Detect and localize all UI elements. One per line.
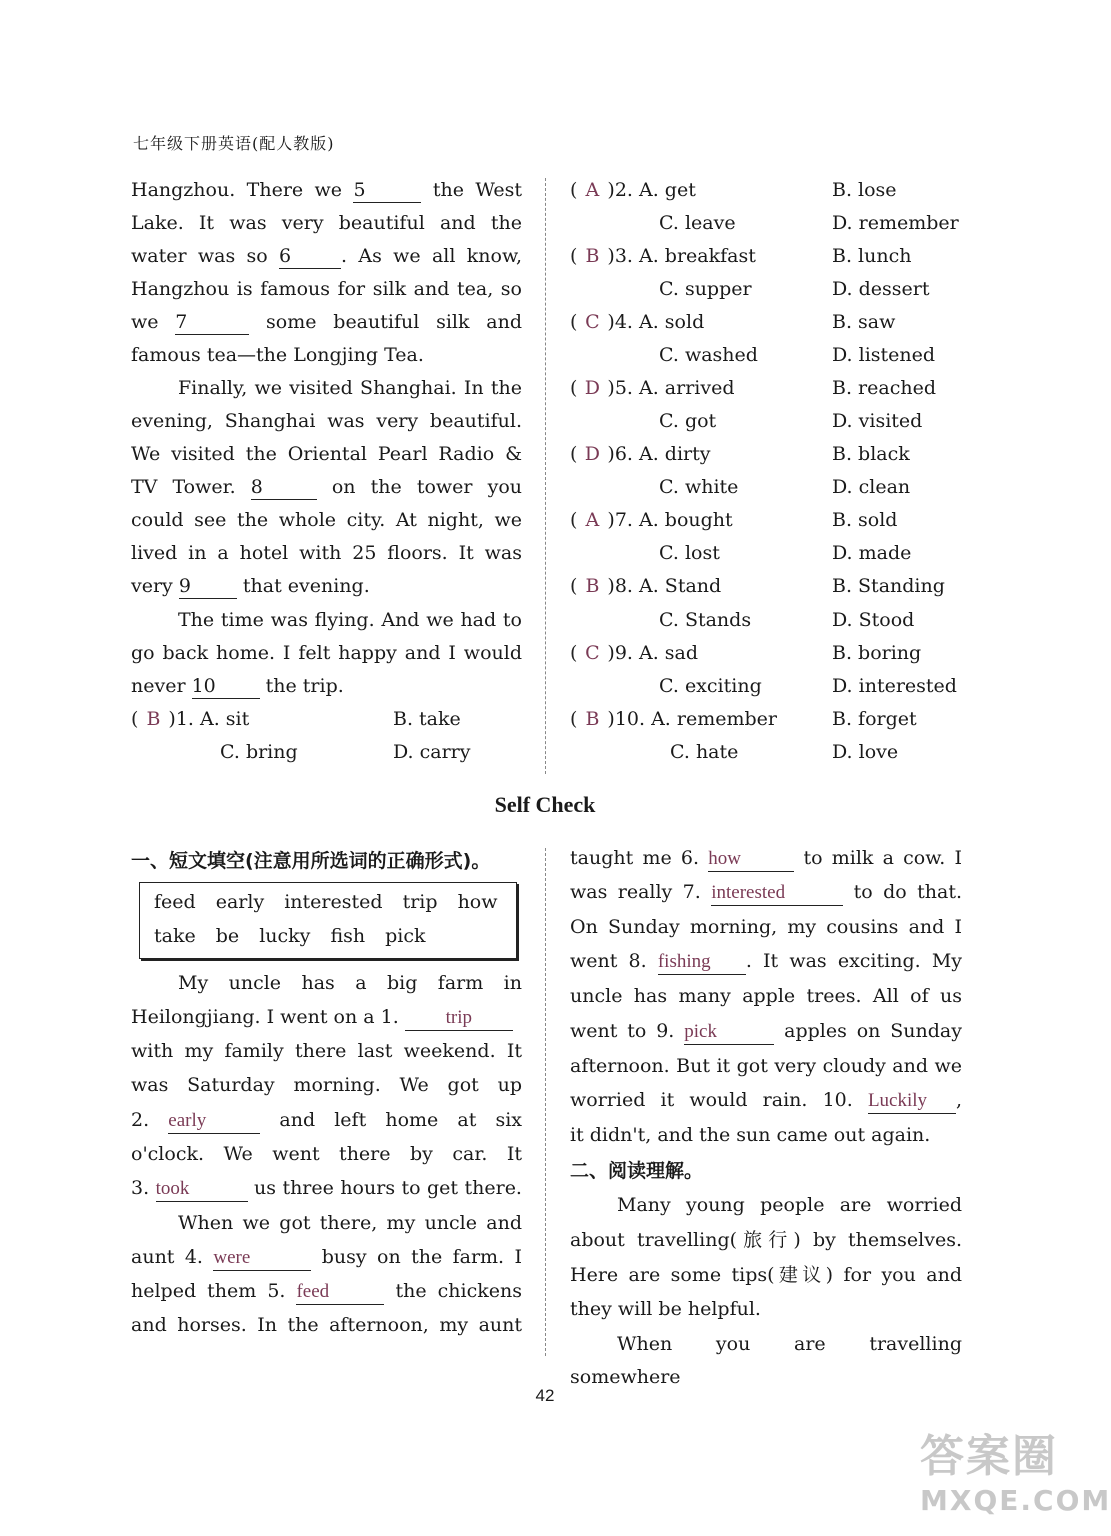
answer-blank: 5 xyxy=(353,178,421,203)
mc-option: C. leave xyxy=(659,212,736,234)
passage-line: water was so 6 . As we all know, xyxy=(131,245,522,267)
answer-blank: 10 xyxy=(192,674,260,699)
mc-option: D. love xyxy=(832,741,899,763)
passage-line: Heilongjiang. I went on a 1. trip xyxy=(131,1001,522,1034)
mc-option: B. saw xyxy=(832,311,896,333)
word-bank-row: take be lucky fish pick xyxy=(154,925,426,947)
mc-question: ( C )4. A. sold xyxy=(570,306,704,339)
passage-line: The time was flying. And we had to xyxy=(178,609,522,631)
mc-option: B. forget xyxy=(832,708,917,730)
word-bank xyxy=(139,882,517,959)
mc-answer: B xyxy=(146,708,161,730)
passage-line: afternoon. But it got very cloudy and we xyxy=(570,1055,962,1077)
passage-line: with my family there last weekend. It xyxy=(131,1040,522,1062)
passage-line: helped them 5. feed the chickens xyxy=(131,1275,522,1308)
passage-line: My uncle has a big farm in xyxy=(178,972,522,994)
mc-option: C. white xyxy=(659,476,739,498)
mc-option: D. listened xyxy=(832,344,936,366)
mc-option: D. carry xyxy=(393,741,471,763)
answer-blank: early xyxy=(168,1109,260,1134)
mc-answer: B xyxy=(585,708,600,730)
mc-option: D. visited xyxy=(832,410,923,432)
answer-blank: feed xyxy=(296,1280,384,1305)
passage-line: Here are some tips(建议) for you and xyxy=(570,1264,962,1286)
answer-blank: how xyxy=(708,847,794,872)
mc-option: C. washed xyxy=(659,344,758,366)
mc-answer: C xyxy=(585,311,600,333)
passage-line: aunt 4. were busy on the farm. I xyxy=(131,1241,522,1274)
watermark-url: MXQE.COM xyxy=(920,1484,1111,1517)
passage-line: Lake. It was very beautiful and the xyxy=(131,212,522,234)
column-divider-bottom xyxy=(545,848,546,1356)
answer-blank: 8 xyxy=(251,475,317,500)
mc-option: C. exciting xyxy=(659,675,762,697)
passage-line: o'clock. We went there by car. It xyxy=(131,1143,522,1165)
mc-option: C. bring xyxy=(220,741,298,763)
mc-option: D. interested xyxy=(832,675,957,697)
mc-option: C. lost xyxy=(659,542,720,564)
mc-option: C. supper xyxy=(659,278,752,300)
passage-line: was really 7. interested to do that. xyxy=(570,876,962,909)
mc-question: ( D )5. A. arrived xyxy=(570,372,735,405)
passage-line: 3. took us three hours to get there. xyxy=(131,1172,522,1205)
mc-question: ( B )10. A. remember xyxy=(570,703,777,736)
mc-question: ( B )8. A. Stand xyxy=(570,570,721,603)
passage-line: Finally, we visited Shanghai. In the xyxy=(178,377,522,399)
mc-question: ( C )9. A. sad xyxy=(570,637,698,670)
answer-blank: took xyxy=(156,1177,248,1202)
mc-answer: D xyxy=(584,443,601,465)
passage-line: went to 9. pick apples on Sunday xyxy=(570,1015,962,1048)
mc-option: B. lunch xyxy=(832,245,912,267)
mc-option: B. take xyxy=(393,708,461,730)
mc-option: D. clean xyxy=(832,476,911,498)
passage-line: we 7 some beautiful silk and xyxy=(131,311,522,333)
answer-blank: trip xyxy=(405,1006,513,1031)
answer-blank: fishing xyxy=(658,950,746,975)
passage-line: go back home. I felt happy and I would xyxy=(131,642,522,664)
word-bank-row: feed early interested trip how xyxy=(154,891,498,913)
mc-question: ( A )7. A. bought xyxy=(570,504,733,537)
mc-option: C. hate xyxy=(670,741,739,763)
mc-option: B. boring xyxy=(832,642,922,664)
passage-line: evening, Shanghai was very beautiful. xyxy=(131,410,522,432)
passage-line: Hangzhou. There we 5 the West xyxy=(131,179,522,201)
passage-line: lived in a hotel with 25 floors. It was xyxy=(131,542,522,564)
passage-line: never 10 the trip. xyxy=(131,675,344,697)
mc-answer: B xyxy=(585,575,600,597)
passage-line: it didn't, and the sun came out again. xyxy=(570,1124,931,1146)
passage-line: On Sunday morning, my cousins and I xyxy=(570,916,962,938)
mc-option: D. made xyxy=(832,542,912,564)
passage-line: uncle has many apple trees. All of us xyxy=(570,985,962,1007)
mc-option: B. reached xyxy=(832,377,936,399)
watermark-text: 答案圈 xyxy=(920,1431,1058,1482)
passage-line: When we got there, my uncle and xyxy=(178,1212,522,1234)
passage-line: they will be helpful. xyxy=(570,1298,761,1320)
passage-line: TV Tower. 8 on the tower you xyxy=(131,476,522,498)
mc-answer: C xyxy=(585,642,600,664)
passage-line: very 9 that evening. xyxy=(131,575,370,597)
mc-answer: B xyxy=(585,245,600,267)
mc-option: B. lose xyxy=(832,179,897,201)
passage-line: could see the whole city. At night, we xyxy=(131,509,522,531)
section-heading: 二、阅读理解。 xyxy=(570,1160,704,1182)
answer-blank: interested xyxy=(711,881,843,906)
passage-line: worried it would rain. 10. Luckily , xyxy=(570,1084,962,1117)
mc-option: D. Stood xyxy=(832,609,915,631)
mc-question: ( A )2. A. get xyxy=(570,174,696,207)
mc-option: C. got xyxy=(659,410,717,432)
mc-option: D. remember xyxy=(832,212,959,234)
answer-blank: 7 xyxy=(175,310,249,335)
mc-answer: D xyxy=(584,377,601,399)
mc-question: ( B )1. A. sit xyxy=(131,703,249,736)
answer-blank: pick xyxy=(684,1020,774,1045)
section-title: Self Check xyxy=(494,792,596,817)
passage-line: When you are travelling somewhere xyxy=(570,1333,962,1388)
passage-line: Many young people are worried xyxy=(617,1194,962,1216)
passage-line: about travelling(旅行) by themselves. xyxy=(570,1229,962,1251)
mc-option: B. black xyxy=(832,443,910,465)
passage-line: 2. early and left home at six xyxy=(131,1104,522,1137)
answer-blank: were xyxy=(213,1246,311,1271)
mc-question: ( B )3. A. breakfast xyxy=(570,240,756,273)
passage-line: We visited the Oriental Pearl Radio & xyxy=(131,443,522,465)
answer-blank: 9 xyxy=(179,574,237,599)
mc-question: ( D )6. A. dirty xyxy=(570,438,711,471)
passage-line: taught me 6. how to milk a cow. I xyxy=(570,842,962,875)
mc-option: D. dessert xyxy=(832,278,930,300)
mc-answer: A xyxy=(585,179,600,201)
watermark-logo xyxy=(920,1420,1111,1530)
mc-option: B. Standing xyxy=(832,575,945,597)
mc-option: C. Stands xyxy=(659,609,752,631)
answer-blank: Luckily xyxy=(868,1089,956,1114)
section-heading: 一、短文填空(注意用所选词的正确形式)。 xyxy=(131,850,491,872)
mc-option: B. sold xyxy=(832,509,898,531)
column-divider-top xyxy=(545,178,546,774)
passage-line: Hangzhou is famous for silk and tea, so xyxy=(131,278,522,300)
passage-line: famous tea—the Longjing Tea. xyxy=(131,344,424,366)
passage-line: was Saturday morning. We got up xyxy=(131,1074,522,1096)
passage-line: went 8. fishing . It was exciting. My xyxy=(570,945,962,978)
page-header: 七年级下册英语(配人教版) xyxy=(133,134,335,153)
answer-blank: 6 xyxy=(279,244,341,269)
page-number: 42 xyxy=(535,1386,555,1405)
passage-line: and horses. In the afternoon, my aunt xyxy=(131,1314,522,1336)
mc-answer: A xyxy=(585,509,600,531)
